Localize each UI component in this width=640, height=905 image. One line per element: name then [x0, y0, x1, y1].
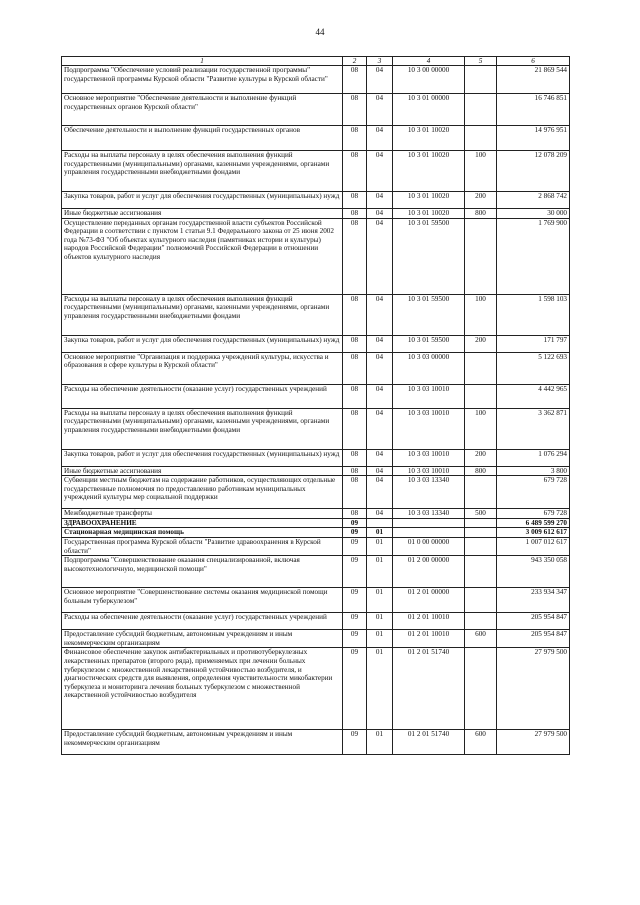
cell-subsection: 04 [367, 192, 393, 209]
cell-amount: 27 979 500 [497, 730, 570, 755]
cell-amount: 16 746 851 [497, 94, 570, 126]
cell-target-code: 01 0 00 00000 [393, 537, 465, 555]
table-row [62, 556, 570, 588]
cell-amount: 233 934 347 [497, 588, 570, 613]
cell-target-code: 10 3 01 59500 [393, 218, 465, 294]
cell-target-code: 10 3 01 10020 [393, 192, 465, 209]
cell-section: 09 [343, 518, 367, 528]
cell-target-code: 10 3 03 10010 [393, 384, 465, 408]
cell-expense-type [465, 352, 497, 384]
cell-target-code: 10 3 03 13340 [393, 476, 465, 509]
cell-target-code: 01 2 01 10010 [393, 630, 465, 648]
cell-expense-type: 500 [465, 509, 497, 519]
cell-amount: 2 868 742 [497, 192, 570, 209]
cell-subsection: 04 [367, 151, 393, 192]
cell-name: Закупка товаров, работ и услуг для обеспечения государственных (муниципальных) нужд [62, 335, 343, 352]
header-row [62, 57, 570, 66]
table-row [62, 408, 570, 449]
cell-section: 08 [343, 218, 367, 294]
table-row [62, 476, 570, 509]
cell-name: Закупка товаров, работ и услуг для обеспечения государственных (муниципальных) нужд [62, 192, 343, 209]
cell-expense-type [465, 218, 497, 294]
cell-expense-type: 100 [465, 294, 497, 335]
cell-expense-type [465, 648, 497, 730]
cell-amount: 1 769 900 [497, 218, 570, 294]
cell-expense-type: 200 [465, 335, 497, 352]
cell-amount: 679 728 [497, 476, 570, 509]
cell-subsection: 01 [367, 648, 393, 730]
cell-name: Расходы на выплаты персоналу в целях обеспечения выполнения функций государственными (муниципальными) органами, казенными учреждениями, органами управления государственными внебюджетными фондами [62, 294, 343, 335]
cell-amount: 1 007 012 617 [497, 537, 570, 555]
cell-name: Основное мероприятие "Организация и поддержка учреждений культуры, искусства и образования в сфере культуры в Курской области" [62, 352, 343, 384]
cell-amount: 30 000 [497, 209, 570, 219]
cell-target-code: 01 2 00 00000 [393, 556, 465, 588]
table-row [62, 588, 570, 613]
table-row [62, 613, 570, 630]
cell-expense-type: 100 [465, 151, 497, 192]
cell-target-code: 10 3 03 10010 [393, 408, 465, 449]
cell-name: Государственная программа Курской области "Развитие здравоохранения в Курской области" [62, 537, 343, 555]
cell-expense-type [465, 476, 497, 509]
cell-subsection: 04 [367, 294, 393, 335]
cell-subsection: 01 [367, 537, 393, 555]
table-row [62, 528, 570, 538]
cell-name: Подпрограмма "Совершенствование оказания специализированной, включая высокотехнологичную, медицинской помощи" [62, 556, 343, 588]
cell-name: Расходы на обеспечение деятельности (оказание услуг) государственных учреждений [62, 613, 343, 630]
cell-amount: 5 122 693 [497, 352, 570, 384]
header-col-target-code: 4 [393, 57, 465, 66]
header-col-subsection: 3 [367, 57, 393, 66]
cell-subsection: 01 [367, 613, 393, 630]
cell-amount: 3 800 [497, 466, 570, 476]
cell-amount: 679 728 [497, 509, 570, 519]
cell-expense-type [465, 537, 497, 555]
cell-section: 08 [343, 66, 367, 94]
cell-target-code: 01 2 01 51740 [393, 648, 465, 730]
cell-name: Иные бюджетные ассигнования [62, 466, 343, 476]
cell-target-code: 10 3 01 10020 [393, 209, 465, 219]
cell-name: ЗДРАВООХРАНЕНИЕ [62, 518, 343, 528]
cell-subsection: 04 [367, 66, 393, 94]
cell-subsection: 04 [367, 335, 393, 352]
cell-amount: 1 076 294 [497, 449, 570, 466]
table-row [62, 66, 570, 94]
cell-target-code: 01 2 01 00000 [393, 588, 465, 613]
cell-name: Основное мероприятие "Совершенствование системы оказания медицинской помощи больным туберкулезом" [62, 588, 343, 613]
cell-amount: 21 869 544 [497, 66, 570, 94]
cell-name: Расходы на выплаты персоналу в целях обеспечения выполнения функций государственными (муниципальными) органами, казенными учреждениями, органами управления государственными внебюджетными фондами [62, 408, 343, 449]
table-row [62, 94, 570, 126]
cell-section: 08 [343, 294, 367, 335]
table-row [62, 648, 570, 730]
cell-name: Предоставление субсидий бюджетным, автономным учреждениям и иным некоммерческим организациям [62, 730, 343, 755]
cell-name: Подпрограмма "Обеспечение условий реализации государственной программы" государственной программы Курской области "Развитие культуры в Курской области" [62, 66, 343, 94]
cell-name: Расходы на выплаты персоналу в целях обеспечения выполнения функций государственными (муниципальными) органами, казенными учреждениями, органами управления государственными внебюджетными фондами [62, 151, 343, 192]
cell-subsection: 04 [367, 384, 393, 408]
cell-section: 09 [343, 588, 367, 613]
cell-target-code: 10 3 01 00000 [393, 94, 465, 126]
budget-table [61, 56, 570, 755]
cell-name: Межбюджетные трансферты [62, 509, 343, 519]
cell-subsection: 01 [367, 528, 393, 538]
cell-amount: 3 009 612 617 [497, 528, 570, 538]
cell-expense-type [465, 613, 497, 630]
header-col-expense-type: 5 [465, 57, 497, 66]
cell-section: 08 [343, 209, 367, 219]
cell-section: 08 [343, 335, 367, 352]
cell-expense-type [465, 588, 497, 613]
cell-subsection: 04 [367, 466, 393, 476]
cell-target-code: 10 3 03 10010 [393, 466, 465, 476]
cell-subsection: 04 [367, 94, 393, 126]
cell-subsection: 01 [367, 588, 393, 613]
cell-target-code: 10 3 00 00000 [393, 66, 465, 94]
cell-subsection: 01 [367, 730, 393, 755]
cell-section: 09 [343, 537, 367, 555]
cell-amount: 1 598 103 [497, 294, 570, 335]
cell-amount: 4 442 965 [497, 384, 570, 408]
cell-section: 08 [343, 408, 367, 449]
cell-section: 08 [343, 476, 367, 509]
table-row [62, 730, 570, 755]
cell-target-code: 10 3 01 59500 [393, 294, 465, 335]
cell-amount: 14 976 951 [497, 126, 570, 151]
cell-target-code: 01 2 01 10010 [393, 613, 465, 630]
cell-expense-type [465, 126, 497, 151]
cell-expense-type [465, 384, 497, 408]
cell-target-code: 10 3 03 10010 [393, 449, 465, 466]
cell-name: Иные бюджетные ассигнования [62, 209, 343, 219]
cell-section: 09 [343, 630, 367, 648]
table-row [62, 518, 570, 528]
cell-target-code: 10 3 01 59500 [393, 335, 465, 352]
cell-section: 09 [343, 556, 367, 588]
cell-subsection: 04 [367, 126, 393, 151]
header-col-name: 1 [62, 57, 343, 66]
cell-target-code: 10 3 03 00000 [393, 352, 465, 384]
cell-name: Стационарная медицинская помощь [62, 528, 343, 538]
cell-subsection: 04 [367, 449, 393, 466]
cell-amount: 3 362 871 [497, 408, 570, 449]
cell-amount: 205 954 847 [497, 613, 570, 630]
cell-name: Обеспечение деятельности и выполнение функций государственных органов [62, 126, 343, 151]
cell-amount: 205 954 847 [497, 630, 570, 648]
table-row [62, 630, 570, 648]
cell-target-code: 10 3 01 10020 [393, 151, 465, 192]
table-row [62, 335, 570, 352]
cell-section: 09 [343, 528, 367, 538]
cell-subsection: 04 [367, 218, 393, 294]
cell-section: 08 [343, 466, 367, 476]
cell-name: Закупка товаров, работ и услуг для обеспечения государственных (муниципальных) нужд [62, 449, 343, 466]
cell-subsection: 04 [367, 209, 393, 219]
cell-expense-type: 200 [465, 192, 497, 209]
cell-amount: 27 979 500 [497, 648, 570, 730]
table-row [62, 509, 570, 519]
cell-expense-type [465, 94, 497, 126]
cell-section: 08 [343, 509, 367, 519]
table-row [62, 294, 570, 335]
cell-expense-type: 600 [465, 630, 497, 648]
cell-expense-type: 600 [465, 730, 497, 755]
table-row [62, 466, 570, 476]
header-col-amount: 6 [497, 57, 570, 66]
cell-target-code [393, 528, 465, 538]
cell-target-code: 10 3 01 10020 [393, 126, 465, 151]
cell-subsection: 01 [367, 556, 393, 588]
cell-section: 08 [343, 352, 367, 384]
table-row [62, 126, 570, 151]
table-row [62, 209, 570, 219]
cell-section: 09 [343, 730, 367, 755]
table-row [62, 537, 570, 555]
cell-section: 09 [343, 648, 367, 730]
cell-expense-type: 800 [465, 466, 497, 476]
cell-name: Предоставление субсидий бюджетным, автономным учреждениям и иным некоммерческим организациям [62, 630, 343, 648]
cell-section: 09 [343, 613, 367, 630]
cell-section: 08 [343, 449, 367, 466]
cell-subsection: 01 [367, 630, 393, 648]
cell-target-code [393, 518, 465, 528]
cell-amount: 943 350 058 [497, 556, 570, 588]
cell-expense-type [465, 528, 497, 538]
cell-expense-type [465, 518, 497, 528]
cell-amount: 6 489 599 270 [497, 518, 570, 528]
cell-section: 08 [343, 384, 367, 408]
cell-subsection: 04 [367, 509, 393, 519]
table-row [62, 192, 570, 209]
table-row [62, 151, 570, 192]
cell-target-code: 10 3 03 13340 [393, 509, 465, 519]
cell-expense-type: 200 [465, 449, 497, 466]
cell-subsection: 04 [367, 408, 393, 449]
cell-expense-type [465, 556, 497, 588]
cell-expense-type [465, 66, 497, 94]
cell-section: 08 [343, 94, 367, 126]
cell-name: Осуществление переданных органам государственной власти субъектов Российской Федерации в соответствии с пунктом 1 статьи 9.1 Федерального закона от 25 июня 2002 года №73-ФЗ "Об объектах культурного наследия (памятниках истории и культуры) народов Российской Федерации" полномочий Российской Федерации в отношении объектов культурного наследия [62, 218, 343, 294]
cell-name: Финансовое обеспечение закупок антибактериальных и противотуберкулезных лекарственных препаратов (второго ряда), применяемых при лечении больных туберкулезом с множественной лекарственной устойчивостью возбудителя, и диагностических средств для выявления, определения чувствительности микобактерии туберкулеза и мониторинга лечения больных туберкулезом с множественной лекарственной устойчивостью возбудителя [62, 648, 343, 730]
cell-expense-type: 800 [465, 209, 497, 219]
table-row [62, 384, 570, 408]
cell-target-code: 01 2 01 51740 [393, 730, 465, 755]
header-col-section: 2 [343, 57, 367, 66]
cell-name: Расходы на обеспечение деятельности (оказание услуг) государственных учреждений [62, 384, 343, 408]
table-row [62, 352, 570, 384]
table-row [62, 449, 570, 466]
cell-amount: 12 078 209 [497, 151, 570, 192]
cell-amount: 171 797 [497, 335, 570, 352]
table-row [62, 218, 570, 294]
cell-subsection: 04 [367, 352, 393, 384]
cell-name: Субвенции местным бюджетам на содержание работников, осуществляющих отдельные государственные полномочия по предоставлению работникам муниципальных учреждений культуры мер социальной поддержки [62, 476, 343, 509]
cell-subsection [367, 518, 393, 528]
page-number: 44 [315, 27, 325, 37]
cell-section: 08 [343, 192, 367, 209]
cell-section: 08 [343, 126, 367, 151]
cell-subsection: 04 [367, 476, 393, 509]
cell-name: Основное мероприятие "Обеспечение деятельности и выполнение функций государственных органов Курской области" [62, 94, 343, 126]
cell-section: 08 [343, 151, 367, 192]
cell-expense-type: 100 [465, 408, 497, 449]
